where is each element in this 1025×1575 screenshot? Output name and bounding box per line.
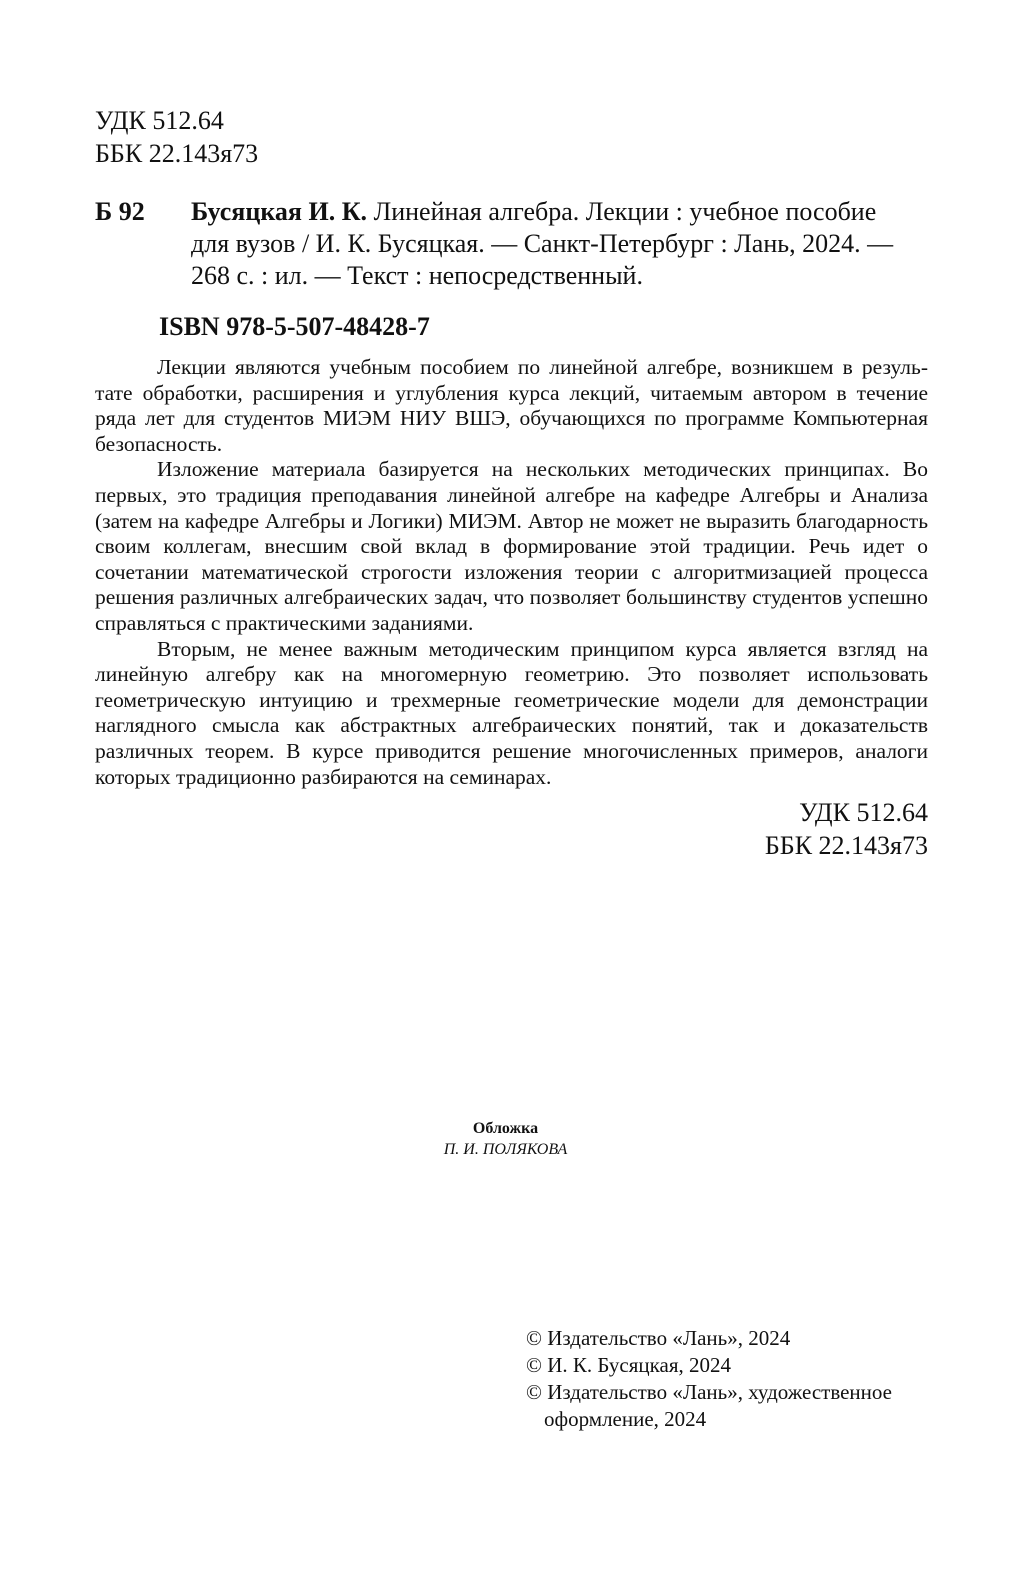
copyright-line: © Издательство «Лань», художественное bbox=[526, 1380, 892, 1404]
copyright-line: © Издательство «Лань», 2024 bbox=[526, 1326, 791, 1350]
description-line-3: 268 с. : ил. — Текст : непосредственный. bbox=[191, 261, 643, 290]
author-name: Бусяцкая И. К. bbox=[191, 197, 368, 226]
copyright-block bbox=[526, 1325, 892, 1433]
annotation bbox=[95, 355, 928, 790]
cover-designer: П. И. ПОЛЯКОВА bbox=[443, 1141, 568, 1158]
classification-header bbox=[95, 104, 258, 170]
annotation-paragraph: Вторым, не менее важным методическим принципом курса является взгляд на линейную алгебру как на многомерную геометрию. Это позволяет использовать геометрическую интуицию и трехмерные геометрические модели для демонстрации наглядного смысла как абстрактных алгебраических понятий, так и доказательств различных теорем. В курсе приводится решение многочисленных примеров, аналоги которых традиционно разбираются на семинарах. bbox=[95, 636, 928, 789]
copyright-line: оформление, 2024 bbox=[544, 1407, 707, 1431]
description-line-1: Линейная алгебра. Лекции : учебное пособие bbox=[373, 197, 877, 226]
cover-credit bbox=[0, 1118, 1025, 1160]
bibliographic-description bbox=[191, 196, 928, 292]
udk-code-bottom: УДК 512.64 bbox=[799, 798, 928, 827]
udk-code: УДК 512.64 bbox=[95, 106, 224, 135]
bbk-code: ББК 22.143я73 bbox=[95, 139, 259, 168]
classification-footer bbox=[765, 796, 928, 862]
isbn: ISBN 978-5-507-48428-7 bbox=[159, 312, 430, 341]
annotation-paragraph: Лекции являются учебным пособием по линейной алгебре, возникшем в резуль-тате обработки, расширения и углубления курса лекций, читаемым автором в течение ряда лет для студентов МИЭМ НИУ ВШЭ, обучающихся по программе Компьютерная безопасность. bbox=[95, 355, 928, 456]
bibliographic-entry bbox=[95, 196, 928, 292]
cover-label: Обложка bbox=[472, 1120, 539, 1137]
copyright-line: © И. К. Бусяцкая, 2024 bbox=[526, 1353, 731, 1377]
annotation-paragraph: Изложение материала базируется на нескольких методических принципах. Во первых, это традиция преподавания линейной алгебре на кафедре Алгебры и Анализа (затем на кафедре Алгебры и Логики) МИЭМ. Автор не может не выразить благодарность своим коллегам, внесшим свой вклад в формирование этой традиции. Речь идет о сочетании математической строгости изложения теории с алгоритмизацией процесса решения различных алгебраических задач, что позволяет большинству студентов успешно справляться с практическими заданиями. bbox=[95, 457, 928, 635]
bbk-code-bottom: ББК 22.143я73 bbox=[764, 831, 928, 860]
author-mark: Б 92 bbox=[95, 197, 145, 226]
description-line-2: для вузов / И. К. Бусяцкая. — Санкт-Петербург : Лань, 2024. — bbox=[191, 229, 894, 258]
